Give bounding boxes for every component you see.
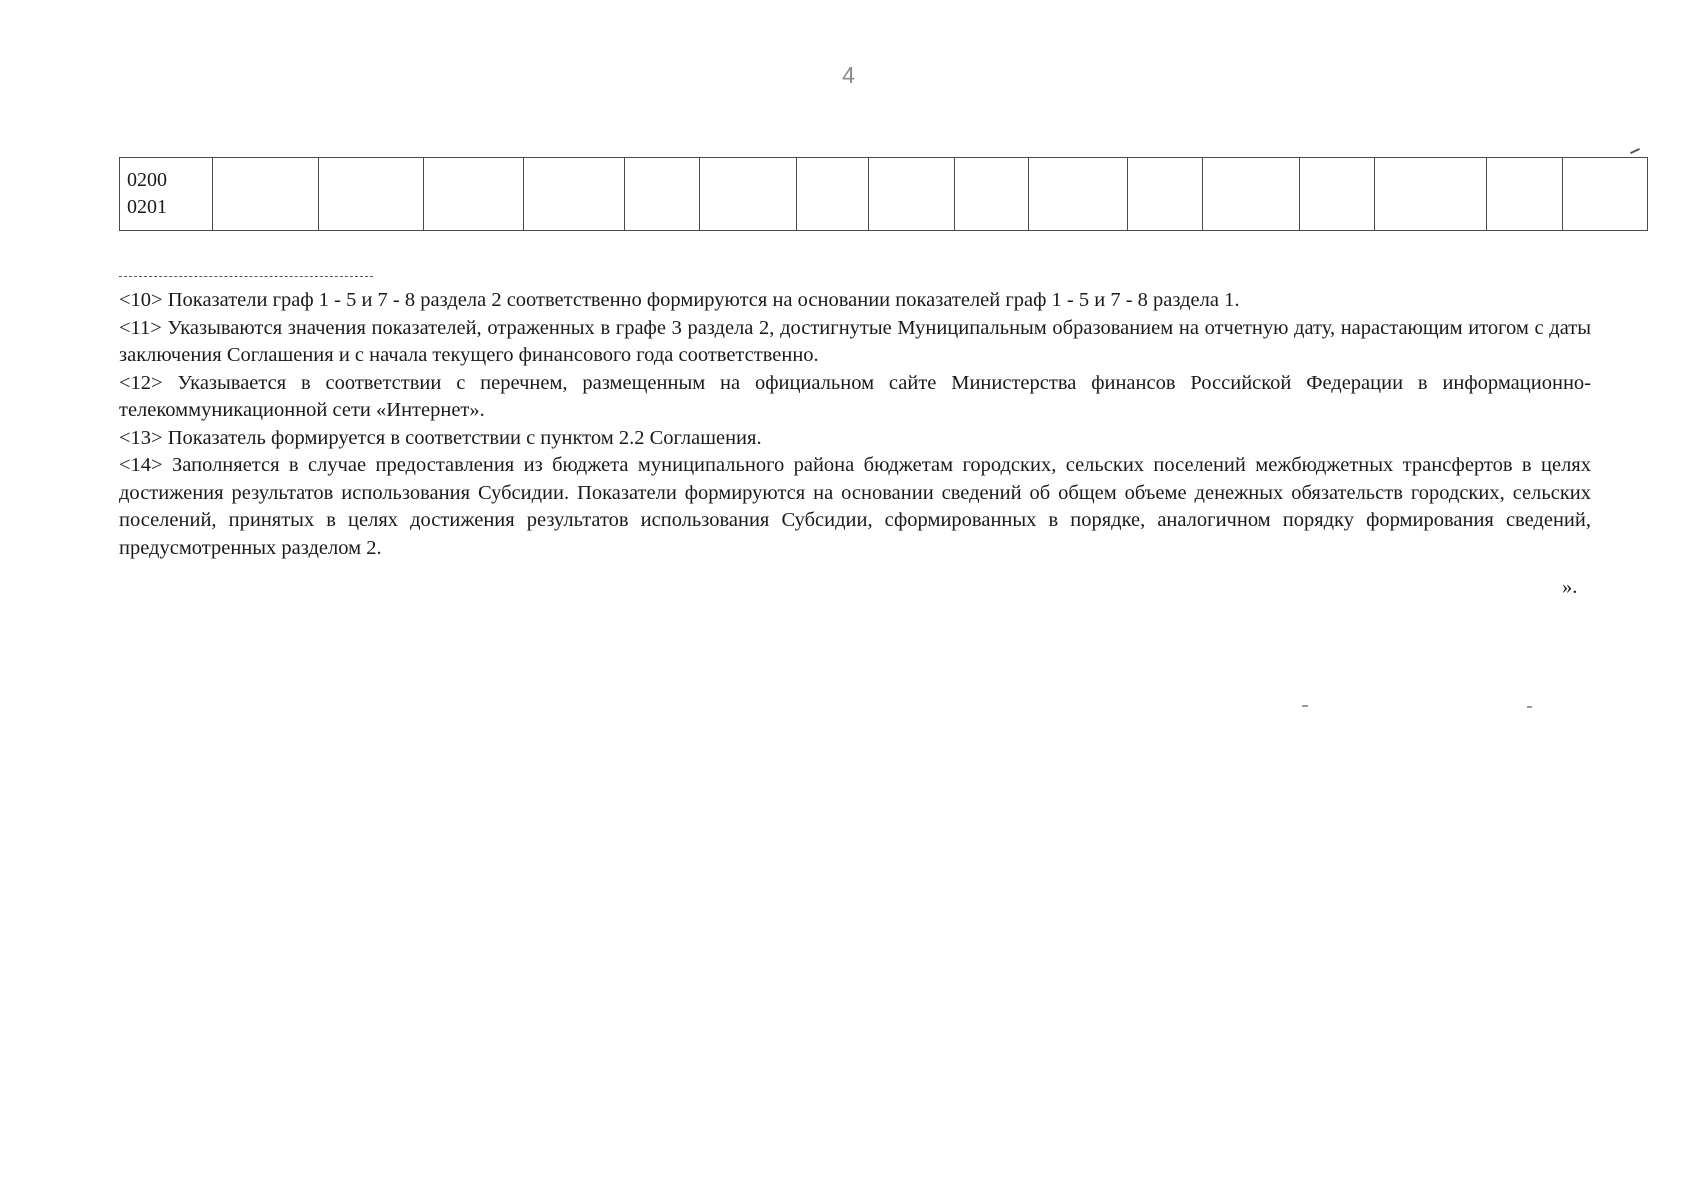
table-cell xyxy=(700,158,797,231)
table-cell xyxy=(1128,158,1203,231)
footnote-12: <12> Указывается в соответствии с перечнем, размещенным на официальном сайте Министерства финансов Российской Федерации в информационно-телекоммуникационной сети «Интернет». xyxy=(119,371,1591,421)
table-cell xyxy=(625,158,700,231)
table-cell xyxy=(524,158,625,231)
table-cell xyxy=(213,158,319,231)
table-cell xyxy=(1487,158,1563,231)
footnote-10: <10> Показатели граф 1 - 5 и 7 - 8 раздела 2 соответственно формируются на основании показателей граф 1 - 5 и 7 - 8 раздела 1. xyxy=(119,289,1240,311)
table-cell xyxy=(869,158,955,231)
scan-mark xyxy=(1630,148,1640,154)
table-cell xyxy=(319,158,424,231)
page-number: 4 xyxy=(842,62,855,88)
table-row xyxy=(120,158,1648,231)
table-cell xyxy=(1300,158,1375,231)
footnote-11: <11> Указываются значения показателей, отраженных в графе 3 раздела 2, достигнутые Муниципальным образованием на отчетную дату, нарастающим итогом с даты заключения Соглашения и с начала текущего финансового года соответственно. xyxy=(119,316,1591,366)
table-cell xyxy=(1375,158,1487,231)
table-cell xyxy=(955,158,1029,231)
row-code: 0200 0201 xyxy=(127,169,167,218)
table-cell xyxy=(1203,158,1300,231)
footnotes xyxy=(119,287,1591,562)
footnote-separator xyxy=(119,276,373,277)
table-cell xyxy=(1029,158,1128,231)
scan-speck xyxy=(1302,705,1308,707)
table-cell xyxy=(797,158,869,231)
row-code-cell xyxy=(120,158,213,231)
table-cell xyxy=(424,158,524,231)
footnote-14: <14> Заполняется в случае предоставления из бюджета муниципального района бюджетам городских, сельских поселений межбюджетных трансфертов в целях достижения результатов использования Субсидии. Показатели формируются на основании сведений об общем объеме денежных обязательств городских, сельских поселений, принятых в целях достижения результатов использования Субсидии, сформированных в порядке, аналогичном порядку формирования сведений, предусмотренных разделом 2. xyxy=(119,454,1591,559)
table-cell xyxy=(1563,158,1648,231)
data-table xyxy=(119,157,1648,231)
report-table xyxy=(119,157,1647,231)
closing-quote: ». xyxy=(1562,576,1578,598)
scan-speck xyxy=(1527,706,1532,708)
footnote-13: <13> Показатель формируется в соответствии с пунктом 2.2 Соглашения. xyxy=(119,426,762,449)
